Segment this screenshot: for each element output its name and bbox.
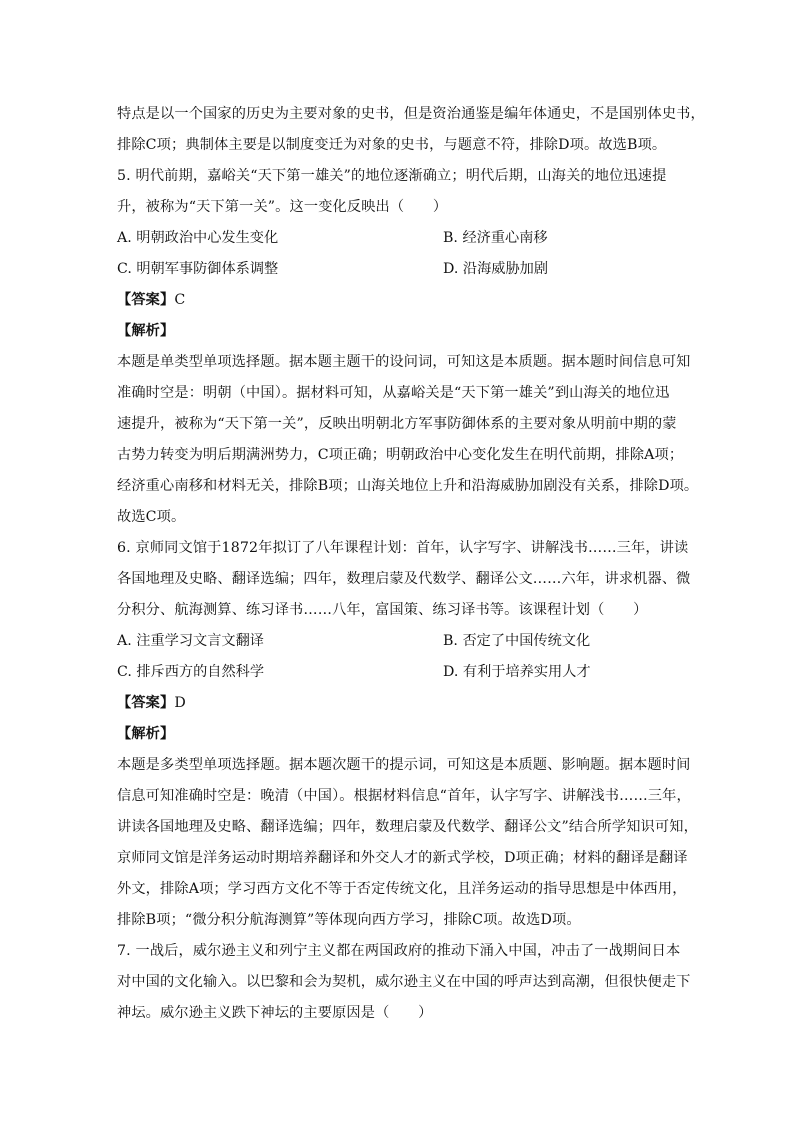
q5-option-b: B. 经济重心南移 bbox=[443, 230, 548, 246]
question-6-stem: 分积分、航海测算、练习译书……八年，富国策、练习译书等。该课程计划（ ） bbox=[117, 602, 648, 618]
text-line: 排除C项；典制体主要是以制度变迁为对象的史书，与题意不符，排除D项。故选B项。 bbox=[117, 137, 667, 153]
question-6-stem: 6. 京师同文馆于1872年拟订了八年课程计划：首年，认字写字、讲解浅书……三年，讲读 bbox=[117, 540, 689, 556]
q6-analysis-line: 排除B项；“微分积分航海测算”等体现向西方学习，排除C项。故选D项。 bbox=[117, 912, 581, 928]
question-6-stem: 各国地理及史略、翻译选编；四年，数理启蒙及代数学、翻译公文……六年，讲求机器、微 bbox=[117, 571, 691, 587]
q5-analysis-line: 准确时空是：明朝（中国）。据材料可知，从嘉峪关是“天下第一雄关”到山海关的地位迅 bbox=[117, 385, 670, 401]
q6-answer bbox=[117, 688, 687, 719]
q6-analysis-line: 京师同文馆是洋务运动时期培养翻译和外交人才的新式学校，D项正确；材料的翻译是翻译 bbox=[117, 850, 688, 866]
q6-option-d: D. 有利于培养实用人才 bbox=[443, 664, 591, 680]
answer-tag: 【答案】 bbox=[117, 695, 175, 711]
q6-analysis-heading bbox=[117, 719, 687, 750]
q6-analysis-line: 信息可知准确时空是：晚清（中国）。根据材料信息“首年，认字写字、讲解浅书……三年， bbox=[117, 788, 691, 804]
q5-options-row bbox=[117, 254, 687, 285]
q5-analysis-line: 经济重心南移和材料无关，排除B项；山海关地位上升和沿海威胁加剧没有关系，排除D项。 bbox=[117, 478, 699, 494]
answer-value: C bbox=[174, 292, 186, 308]
q5-option-d: D. 沿海威胁加剧 bbox=[443, 261, 549, 277]
q6-analysis-line: 讲读各国地理及史略、翻译选编；四年，数理启蒙及代数学、翻译公文”结合所学知识可知， bbox=[117, 819, 698, 835]
q6-option-a: A. 注重学习文言文翻译 bbox=[117, 633, 264, 649]
q5-analysis-line: 速提升，被称为“天下第一关”，反映出明朝北方军事防御体系的主要对象从明前中期的蒙 bbox=[117, 416, 677, 432]
question-7-stem: 神坛。威尔逊主义跌下神坛的主要原因是（ ） bbox=[117, 1005, 433, 1021]
answer-value: D bbox=[174, 695, 186, 711]
q5-analysis-line: 古势力转变为明后期满洲势力，C项正确；明朝政治中心变化发生在明代前期，排除A项； bbox=[117, 447, 684, 463]
text-line: 特点是以一个国家的历史为主要对象的史书，但是资治通鉴是编年体通史，不是国别体史书， bbox=[117, 106, 705, 122]
q5-analysis-line: 故选C项。 bbox=[117, 509, 186, 525]
q6-options-row bbox=[117, 657, 687, 688]
question-7-stem: 7. 一战后，威尔逊主义和列宁主义都在两国政府的推动下涌入中国，冲击了一战期间日本 bbox=[117, 943, 681, 959]
answer-tag: 【答案】 bbox=[117, 292, 175, 308]
q5-analysis-line: 本题是单类型单项选择题。据本题主题干的设问词，可知这是本质题。据本题时间信息可知 bbox=[117, 354, 691, 370]
q5-option-c: C. 明朝军事防御体系调整 bbox=[117, 261, 279, 277]
page-content bbox=[117, 99, 705, 1029]
q6-analysis-line: 外文，排除A项；学习西方文化不等于否定传统文化，且洋务运动的指导思想是中体西用， bbox=[117, 881, 687, 897]
q6-options-row bbox=[117, 626, 687, 657]
question-5-stem: 升，被称为“天下第一关”。这一变化反映出（ ） bbox=[117, 199, 448, 215]
analysis-tag: 【解析】 bbox=[117, 323, 175, 339]
q6-analysis-line: 本题是多类型单项选择题。据本题次题干的提示词，可知这是本质题、影响题。据本题时间 bbox=[117, 757, 691, 773]
q5-option-a: A. 明朝政治中心发生变化 bbox=[117, 230, 279, 246]
q5-answer bbox=[117, 285, 687, 316]
q5-analysis-heading bbox=[117, 316, 687, 347]
q6-option-c: C. 排斥西方的自然科学 bbox=[117, 664, 265, 680]
question-7-stem: 对中国的文化输入。以巴黎和会为契机，威尔逊主义在中国的呼声达到高潮，但很快便走下 bbox=[117, 974, 691, 990]
question-5-stem: 5. 明代前期，嘉峪关“天下第一雄关”的地位逐渐确立；明代后期，山海关的地位迅速提 bbox=[117, 168, 667, 184]
analysis-tag: 【解析】 bbox=[117, 726, 175, 742]
q5-options-row bbox=[117, 223, 687, 254]
q6-option-b: B. 否定了中国传统文化 bbox=[443, 633, 591, 649]
